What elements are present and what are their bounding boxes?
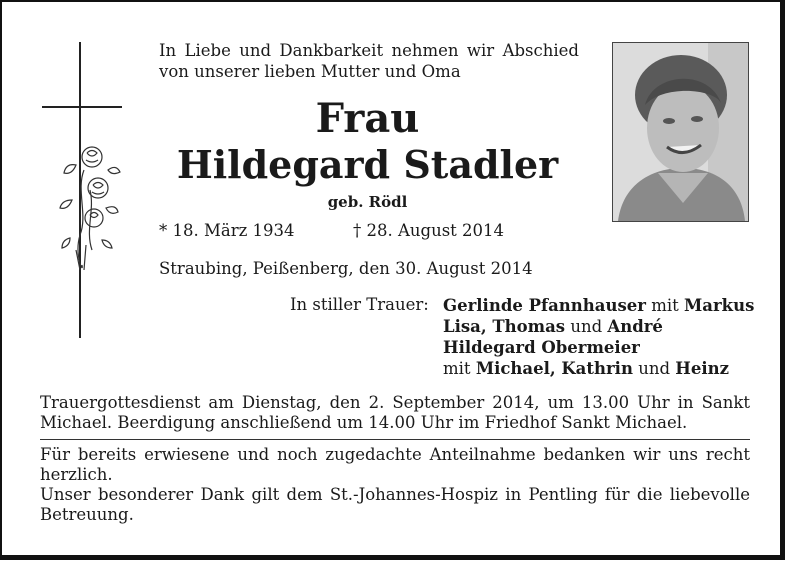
mourners-line-1: Gerlinde Pfannhauser mit Markus [443,296,755,315]
mourners-label: In stiller Trauer: [290,295,429,314]
cross-with-roses-icon [40,40,124,340]
birth-date: * 18. März 1934 [159,221,295,240]
salutation: Frau [315,95,420,142]
portrait-image [613,43,748,221]
place-and-date: Straubing, Peißenberg, den 30. August 2014 [159,259,533,278]
mourners-line-3: Hildegard Obermeier [443,338,640,357]
thanks-paragraph-2: Unser besonderer Dank gilt dem St.-Johannes-Hospiz in Pentling für die liebevolle Betreuung. [40,485,750,524]
mourners-list [443,295,754,379]
divider [40,439,750,440]
mourners-line-2: Lisa, Thomas und André [443,317,663,336]
deceased-name: Hildegard Stadler [176,142,559,187]
thanks-text [40,445,750,525]
intro-text: In Liebe und Dankbarkeit nehmen wir Abschied von unserer lieben Mutter und Oma [159,41,579,81]
service-info: Trauergottesdienst am Dienstag, den 2. September 2014, um 13.00 Uhr in Sankt Michael. Beerdigung anschließend um 14.00 Uhr im Friedhof Sankt Michael. [40,393,750,432]
mourners-line-4: mit Michael, Kathrin und Heinz [443,359,730,378]
maiden-name: geb. Rödl [327,193,408,211]
death-date: † 28. August 2014 [353,221,505,240]
portrait-photo [612,42,749,222]
thanks-paragraph-1: Für bereits erwiesene und noch zugedachte Anteilnahme bedanken wir uns recht herzlich. [40,445,750,484]
